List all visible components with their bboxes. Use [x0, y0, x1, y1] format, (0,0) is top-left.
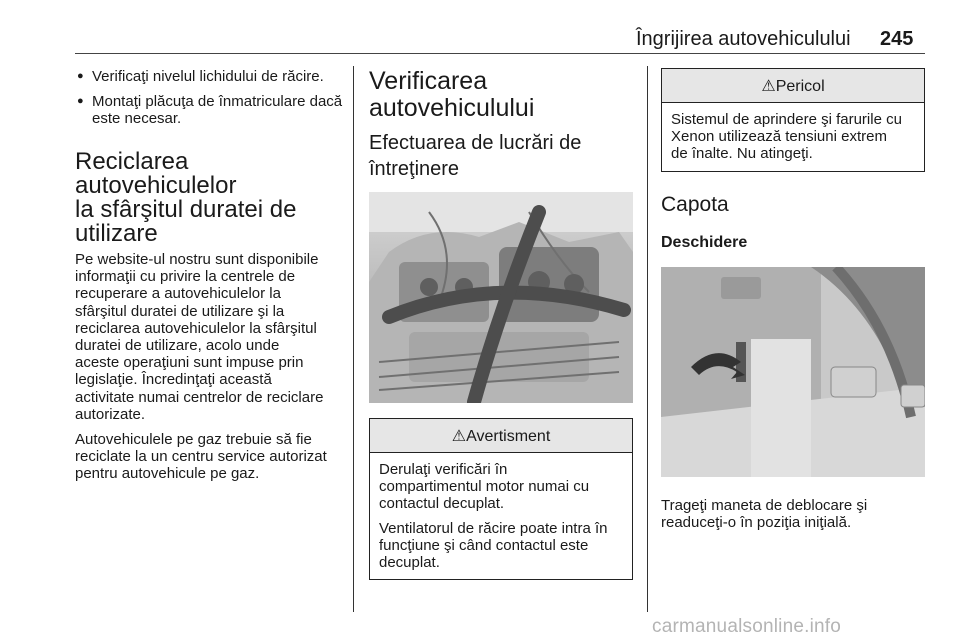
warning-title: Avertisment	[466, 428, 551, 445]
hood-instruction	[661, 497, 925, 531]
danger-paragraph	[671, 111, 918, 163]
recycling-paragraph	[75, 251, 345, 423]
checklist	[75, 68, 345, 127]
text-line: reciclarea autovehiculelor la sfârşitul	[75, 319, 317, 337]
text-line: de înalte. Nu atingeţi.	[671, 145, 813, 163]
text-line: Trageţi maneta de deblocare şi	[661, 496, 868, 514]
heading-line: utilizare	[75, 220, 158, 247]
text-line: Sistemul de aprindere şi farurile cu	[671, 111, 902, 128]
list-item: ● Montaţi plăcuţa de înmatriculare dacă este necesar.	[75, 93, 345, 127]
text-line: decuplat.	[379, 554, 440, 572]
text-line: readuceţi-o în poziţia iniţială.	[661, 513, 852, 531]
text-line: Derulaţi verificări în	[379, 461, 508, 478]
heading-line: Efectuarea de lucrări de	[369, 132, 582, 154]
text-line: sfârşitul duratei de utilizare şi la	[75, 302, 285, 320]
text-line: legislaţie. Încredinţaţi această	[75, 371, 272, 389]
subsection-heading-maintenance	[369, 130, 633, 182]
section-heading-vehicle-check	[369, 68, 633, 122]
danger-box-header	[662, 69, 924, 103]
column-divider-left	[353, 66, 354, 612]
text-line: compartimentul motor numai cu	[379, 478, 590, 496]
text-line: autorizate.	[75, 405, 146, 423]
text-line: recuperare a autovehiculelor la	[75, 285, 281, 303]
list-item: ● Verificaţi nivelul lichidului de răcire.	[75, 68, 345, 85]
warning-triangle-icon: ⚠	[761, 78, 776, 95]
hood-release-illustration	[661, 267, 925, 477]
engine-compartment-illustration	[369, 192, 633, 403]
warning-triangle-icon: ⚠	[451, 428, 467, 445]
header-rule	[75, 53, 925, 54]
heading-line: autovehiculului	[369, 94, 535, 122]
section-heading-hood: Capota	[661, 192, 729, 216]
gas-vehicle-paragraph	[75, 431, 345, 483]
danger-title: Pericol	[775, 78, 825, 95]
section-heading-recycling	[75, 150, 345, 246]
text-line: Ventilatorul de răcire poate intra în	[379, 519, 608, 537]
text-line: funcţiune şi când contactul este	[379, 536, 589, 554]
page-number: 245	[880, 28, 914, 50]
running-header-title: Îngrijirea autovehiculului	[636, 28, 851, 50]
text-line: Pe website-ul nostru sunt disponibile	[75, 251, 319, 268]
column-2	[369, 68, 633, 580]
text-line: informaţii cu privire la centrele de	[75, 268, 296, 286]
danger-box	[661, 68, 925, 172]
warning-paragraph	[379, 461, 626, 513]
subsection-heading-opening: Deschidere	[661, 233, 748, 251]
watermark: carmanualsonline.info	[652, 616, 842, 637]
text-line: reciclate la un centru service autorizat	[75, 448, 327, 466]
text-line: pentru autovehicule pe gaz.	[75, 465, 260, 483]
text-line: Autovehiculele pe gaz trebuie să fie	[75, 431, 312, 449]
warning-paragraph	[379, 520, 626, 572]
hood-release-photo	[661, 267, 925, 477]
warning-box-header	[370, 419, 632, 453]
column-3	[661, 68, 925, 531]
heading-line: la sfârşitul duratei de	[75, 196, 297, 223]
warning-box-body	[370, 453, 632, 579]
column-1	[75, 68, 345, 483]
warning-box	[369, 418, 633, 580]
heading-line: întreţinere	[369, 158, 460, 180]
text-line: aceste operaţiuni sunt impuse prin	[75, 354, 304, 372]
engine-compartment-photo	[369, 192, 633, 403]
column-divider-right	[647, 66, 648, 612]
danger-box-body	[662, 103, 924, 171]
text-line: Xenon utilizează tensiuni extrem	[671, 128, 887, 146]
text-line: duratei de utilizare, acolo unde	[75, 337, 280, 355]
heading-line: Reciclarea autovehiculelor	[75, 148, 237, 199]
text-line: activitate numai centrelor de reciclare	[75, 388, 324, 406]
heading-line: Verificarea	[369, 67, 488, 95]
text-line: contactul decuplat.	[379, 495, 505, 513]
